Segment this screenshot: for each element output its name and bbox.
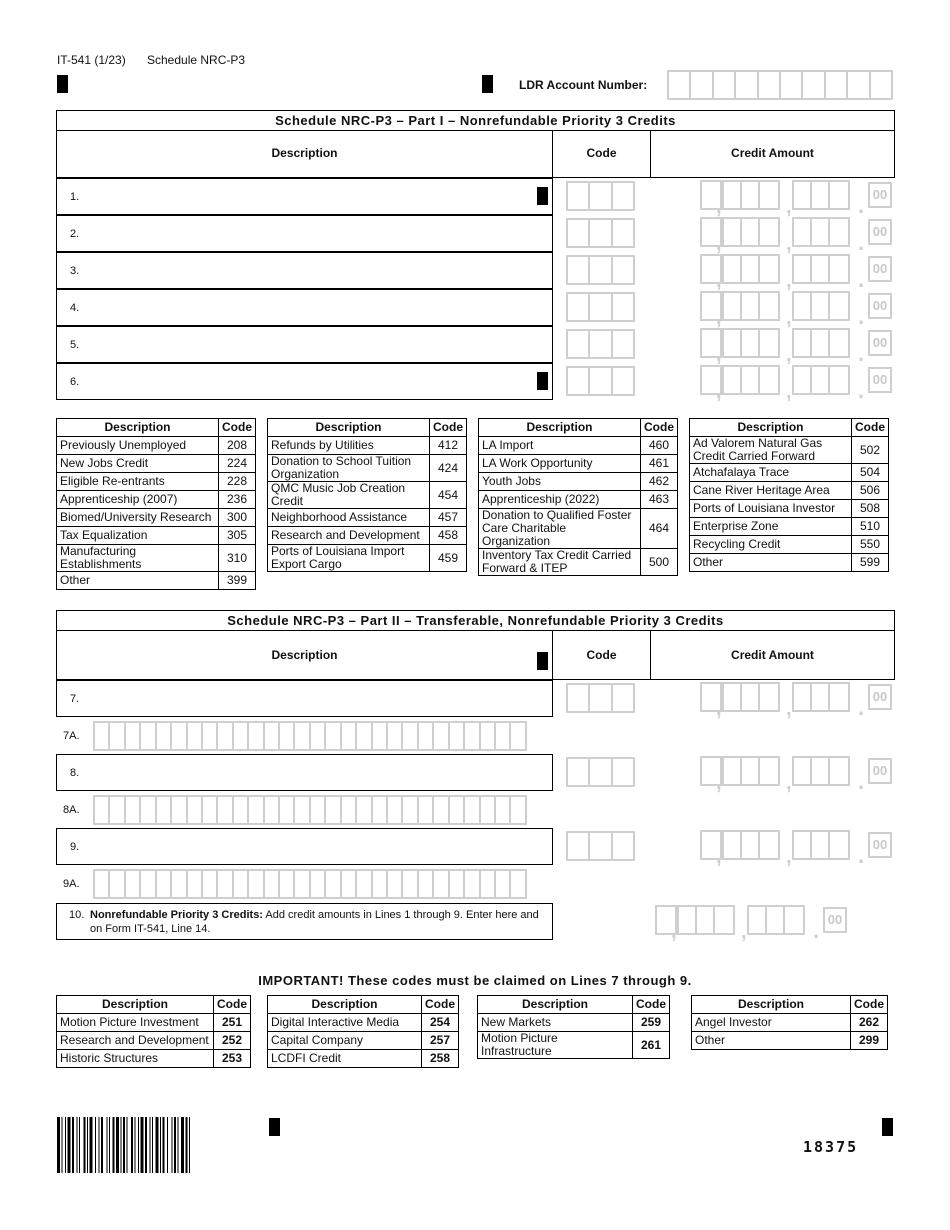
credit-description: Ports of Louisiana Investor [690, 500, 852, 518]
barcode-bar [87, 1117, 88, 1173]
form-id: IT-541 (1/23) [57, 53, 126, 67]
code-field[interactable] [566, 831, 635, 861]
credit-code: 460 [641, 437, 678, 455]
line-number: 2. [70, 228, 80, 240]
description-header: Description [479, 419, 641, 437]
credit-code: 500 [641, 549, 678, 576]
part1-line-row[interactable] [56, 252, 553, 289]
table-row [690, 437, 889, 464]
credit-code: 462 [641, 473, 678, 491]
barcode-bar [121, 1117, 122, 1173]
credit-amount-field[interactable]: , , . 00 [700, 682, 895, 714]
description-header: Description [692, 996, 851, 1014]
line-number: 9. [70, 841, 80, 853]
part1-amount-header: Credit Amount [731, 146, 814, 160]
table-row [479, 509, 678, 549]
table-row [478, 1014, 670, 1032]
credit-code: 461 [641, 455, 678, 473]
barcode-bar [116, 1117, 119, 1173]
table-row [268, 527, 467, 545]
credit-code: 504 [852, 464, 889, 482]
credit-code: 300 [219, 509, 256, 527]
table-row [57, 527, 256, 545]
credit-code: 463 [641, 491, 678, 509]
code-field[interactable] [566, 181, 635, 211]
table-row [268, 437, 467, 455]
part1-line-row[interactable] [56, 178, 553, 215]
table-row [479, 437, 678, 455]
barcode-bar [95, 1117, 96, 1173]
credit-amount-field[interactable]: , , . 00 [700, 291, 895, 323]
code-table-1 [689, 418, 889, 572]
line-10-instruction: Add credit amounts in Lines 1 through 9. Enter here and [262, 909, 539, 921]
part2-section [56, 610, 895, 680]
total-credit-amount-field[interactable]: , , . 00 [655, 905, 850, 937]
table-row [57, 1014, 251, 1032]
line-10-text [90, 908, 539, 936]
table-row [57, 509, 256, 527]
alignment-marker [269, 1118, 280, 1136]
part1-description-header: Description [271, 146, 338, 160]
barcode-bar [160, 1117, 161, 1173]
credit-description: Ports of Louisiana Import Export Cargo [268, 545, 430, 572]
code-header: Code [219, 419, 256, 437]
barcode-bar [152, 1117, 153, 1173]
part1-title: Schedule NRC-P3 – Part I – Nonrefundable Priority 3 Credits [57, 111, 894, 131]
credit-description: Cane River Heritage Area [690, 482, 852, 500]
credit-code: 510 [852, 518, 889, 536]
table-row [692, 1032, 888, 1050]
credit-code: 208 [219, 437, 256, 455]
line-number: 4. [70, 302, 80, 314]
part2-line-row[interactable] [56, 680, 553, 717]
table-row [692, 1014, 888, 1032]
credit-code: 599 [852, 554, 889, 572]
cents-field: 00 [868, 684, 892, 710]
barcode-bar [145, 1117, 147, 1173]
credit-amount-field[interactable]: , , . 00 [700, 180, 895, 212]
transferee-id-field[interactable] [93, 721, 527, 751]
cents-field: 00 [868, 256, 892, 282]
table-row [57, 1032, 251, 1050]
part1-code-header: Code [586, 146, 617, 160]
cents-field: 00 [868, 330, 892, 356]
barcode-bar [138, 1117, 139, 1173]
barcode-bar [131, 1117, 133, 1173]
barcode-bar [186, 1117, 188, 1173]
barcode-bar [189, 1117, 190, 1173]
line-number: 9A. [63, 878, 80, 890]
credit-description: Apprenticeship (2022) [479, 491, 641, 509]
barcode-bar [141, 1117, 144, 1173]
credit-description: Other [692, 1032, 851, 1050]
table-row [268, 1050, 459, 1068]
table-row [268, 455, 467, 482]
barcode-bar [178, 1117, 179, 1173]
schedule-name: Schedule NRC-P3 [147, 53, 246, 67]
credit-code: 252 [214, 1032, 251, 1050]
credit-description: LA Work Opportunity [479, 455, 641, 473]
credit-description: Enterprise Zone [690, 518, 852, 536]
alignment-marker [537, 652, 548, 670]
description-header: Description [478, 996, 633, 1014]
credit-description: Digital Interactive Media [268, 1014, 422, 1032]
part2-line-row[interactable] [56, 828, 553, 865]
alignment-marker [882, 1118, 893, 1136]
barcode-bar [174, 1117, 176, 1173]
cents-field: 00 [868, 758, 892, 784]
code-field[interactable] [566, 255, 635, 285]
code-header: Code [633, 996, 670, 1014]
cents-field: 00 [868, 219, 892, 245]
credit-code: 305 [219, 527, 256, 545]
credit-code: 258 [422, 1050, 459, 1068]
credit-description: Previously Unemployed [57, 437, 219, 455]
credit-description: LCDFI Credit [268, 1050, 422, 1068]
barcode-bar [135, 1117, 136, 1173]
credit-code: 310 [219, 545, 256, 572]
part2-title: Schedule NRC-P3 – Part II – Transferable, Nonrefundable Priority 3 Credits [57, 611, 894, 631]
alignment-marker [57, 75, 68, 93]
description-header: Description [690, 419, 852, 437]
table-row [268, 1032, 459, 1050]
credit-description: Inventory Tax Credit Carried Forward & ITEP [479, 549, 641, 576]
barcode-bar [113, 1117, 115, 1173]
line-10-instruction-2: on Form IT-541, Line 14. [90, 923, 211, 935]
part1-line-row[interactable] [56, 326, 553, 363]
table-row [268, 545, 467, 572]
credit-description: Apprenticeship (2007) [57, 491, 219, 509]
credit-code: 458 [430, 527, 467, 545]
part2-code-header: Code [586, 648, 617, 662]
credit-description: Tax Equalization [57, 527, 219, 545]
cents-field: 00 [868, 367, 892, 393]
credit-code: 236 [219, 491, 256, 509]
table-row [690, 464, 889, 482]
description-header: Description [57, 996, 214, 1014]
line-number: 5. [70, 339, 80, 351]
code-table-1 [267, 418, 467, 572]
alignment-marker [537, 372, 548, 390]
credit-description: Eligible Re-entrants [57, 473, 219, 491]
credit-code: 502 [852, 437, 889, 464]
part1-line-row[interactable] [56, 289, 553, 326]
credit-description: Recycling Credit [690, 536, 852, 554]
line-number: 3. [70, 265, 80, 277]
table-row [268, 1014, 459, 1032]
table-row [690, 482, 889, 500]
credit-description: QMC Music Job Creation Credit [268, 482, 430, 509]
credit-code: 253 [214, 1050, 251, 1068]
table-row [57, 572, 256, 590]
line-number: 8A. [63, 804, 80, 816]
barcode-bar [163, 1117, 165, 1173]
code-table-1 [478, 418, 678, 576]
ldr-account-label: LDR Account Number: [519, 78, 648, 92]
barcode-bar [90, 1117, 93, 1173]
code-field[interactable] [566, 292, 635, 322]
code-table-1 [56, 418, 256, 590]
barcode-bar [79, 1117, 80, 1173]
line-number: 6. [70, 376, 80, 388]
credit-code: 262 [851, 1014, 888, 1032]
code-field[interactable] [566, 757, 635, 787]
credit-description: Motion Picture Infrastructure [478, 1032, 633, 1059]
credit-description: Biomed/University Research [57, 509, 219, 527]
barcode-bar [107, 1117, 108, 1173]
barcode-bar [65, 1117, 66, 1173]
part1-line-row[interactable] [56, 363, 553, 400]
credit-code: 506 [852, 482, 889, 500]
credit-code: 459 [430, 545, 467, 572]
credit-code: 254 [422, 1014, 459, 1032]
credit-amount-field[interactable]: , , . 00 [700, 217, 895, 249]
code-header: Code [422, 996, 459, 1014]
alignment-marker [482, 75, 493, 93]
part1-line-row[interactable] [56, 215, 553, 252]
credit-code: 412 [430, 437, 467, 455]
credit-description: Youth Jobs [479, 473, 641, 491]
credit-description: Motion Picture Investment [57, 1014, 214, 1032]
barcode-bar [62, 1117, 63, 1173]
table-row [479, 473, 678, 491]
credit-description: Research and Development [57, 1032, 214, 1050]
credit-description: Other [690, 554, 852, 572]
table-row [57, 437, 256, 455]
credit-amount-field[interactable]: , , . 00 [700, 328, 895, 360]
credit-code: 299 [851, 1032, 888, 1050]
table-row [57, 1050, 251, 1068]
barcode-bar [72, 1117, 74, 1173]
credit-code: 399 [219, 572, 256, 590]
description-header: Description [268, 996, 422, 1014]
barcode-bar [150, 1117, 151, 1173]
credit-code: 454 [430, 482, 467, 509]
description-header: Description [268, 419, 430, 437]
credit-code: 508 [852, 500, 889, 518]
credit-code: 464 [641, 509, 678, 549]
line-number: 8. [70, 767, 80, 779]
table-row [690, 554, 889, 572]
credit-amount-field[interactable]: , , . 00 [700, 254, 895, 286]
code-field[interactable] [566, 683, 635, 713]
part2-line-row[interactable] [56, 754, 553, 791]
barcode-bar [57, 1117, 60, 1173]
credit-description: Neighborhood Assistance [268, 509, 430, 527]
credit-description: Ad Valorem Natural Gas Credit Carried Forward [690, 437, 852, 464]
barcode-bar [172, 1117, 173, 1173]
code-table-2 [56, 995, 251, 1068]
barcode-bar [77, 1117, 78, 1173]
code-header: Code [430, 419, 467, 437]
credit-description: Manufacturing Establishments [57, 545, 219, 572]
cents-field: 00 [868, 832, 892, 858]
code-table-2 [267, 995, 459, 1068]
credit-description: Refunds by Utilities [268, 437, 430, 455]
transferee-id-field[interactable] [93, 869, 527, 899]
code-header: Code [641, 419, 678, 437]
ldr-account-number-field[interactable] [667, 70, 893, 100]
barcode-bar [84, 1117, 86, 1173]
credit-amount-field[interactable]: , , . 00 [700, 830, 895, 862]
credit-amount-field[interactable]: , , . 00 [700, 365, 895, 397]
table-row [57, 473, 256, 491]
code-table-2 [691, 995, 888, 1050]
code-field[interactable] [566, 218, 635, 248]
barcode-bar [109, 1117, 110, 1173]
table-row [268, 482, 467, 509]
credit-description: Capital Company [268, 1032, 422, 1050]
table-row [479, 491, 678, 509]
line-10-bold-label: Nonrefundable Priority 3 Credits: [90, 909, 263, 921]
form-number: 18375 [803, 1138, 859, 1156]
table-row [57, 455, 256, 473]
table-row [690, 500, 889, 518]
barcode-bar [167, 1117, 168, 1173]
line-number: 7A. [63, 730, 80, 742]
credit-description: New Jobs Credit [57, 455, 219, 473]
line-number: 7. [70, 693, 80, 705]
code-header: Code [214, 996, 251, 1014]
credit-code: 457 [430, 509, 467, 527]
code-field[interactable] [566, 329, 635, 359]
barcode-bar [101, 1117, 103, 1173]
credit-description: Donation to Qualified Foster Care Charitable Organization [479, 509, 641, 549]
table-row [478, 1032, 670, 1059]
credit-description: New Markets [478, 1014, 633, 1032]
table-row [479, 549, 678, 576]
credit-description: Angel Investor [692, 1014, 851, 1032]
table-row [690, 518, 889, 536]
credit-code: 251 [214, 1014, 251, 1032]
credit-description: Historic Structures [57, 1050, 214, 1068]
code-field[interactable] [566, 366, 635, 396]
barcode-bar [99, 1117, 100, 1173]
part1-section [56, 110, 895, 178]
credit-description: Atchafalaya Trace [690, 464, 852, 482]
barcode [57, 1117, 229, 1173]
barcode-bar [68, 1117, 71, 1173]
credit-code: 257 [422, 1032, 459, 1050]
description-header: Description [57, 419, 219, 437]
table-row [479, 455, 678, 473]
barcode-bar [123, 1117, 125, 1173]
code-header: Code [852, 419, 889, 437]
credit-description: Donation to School Tuition Organization [268, 455, 430, 482]
credit-description: Other [57, 572, 219, 590]
barcode-bar [181, 1117, 184, 1173]
cents-field: 00 [868, 182, 892, 208]
barcode-bar [156, 1117, 159, 1173]
table-row [690, 536, 889, 554]
credit-code: 424 [430, 455, 467, 482]
part2-description-header: Description [271, 648, 338, 662]
credit-description: Research and Development [268, 527, 430, 545]
table-row [57, 491, 256, 509]
credit-amount-field[interactable]: , , . 00 [700, 756, 895, 788]
line-10-number: 10. [69, 909, 85, 921]
credit-code: 261 [633, 1032, 670, 1059]
credit-code: 228 [219, 473, 256, 491]
code-table-2 [477, 995, 670, 1059]
table-row [268, 509, 467, 527]
transferee-id-field[interactable] [93, 795, 527, 825]
barcode-bar [127, 1117, 128, 1173]
credit-code: 259 [633, 1014, 670, 1032]
part2-amount-header: Credit Amount [731, 648, 814, 662]
credit-description: LA Import [479, 437, 641, 455]
line-number: 1. [70, 191, 80, 203]
alignment-marker [537, 187, 548, 205]
code-header: Code [851, 996, 888, 1014]
important-note: IMPORTANT! These codes must be claimed on Lines 7 through 9. [258, 973, 692, 988]
credit-code: 224 [219, 455, 256, 473]
cents-field: 00 [868, 293, 892, 319]
table-row [57, 545, 256, 572]
credit-code: 550 [852, 536, 889, 554]
cents-field: 00 [823, 907, 847, 933]
